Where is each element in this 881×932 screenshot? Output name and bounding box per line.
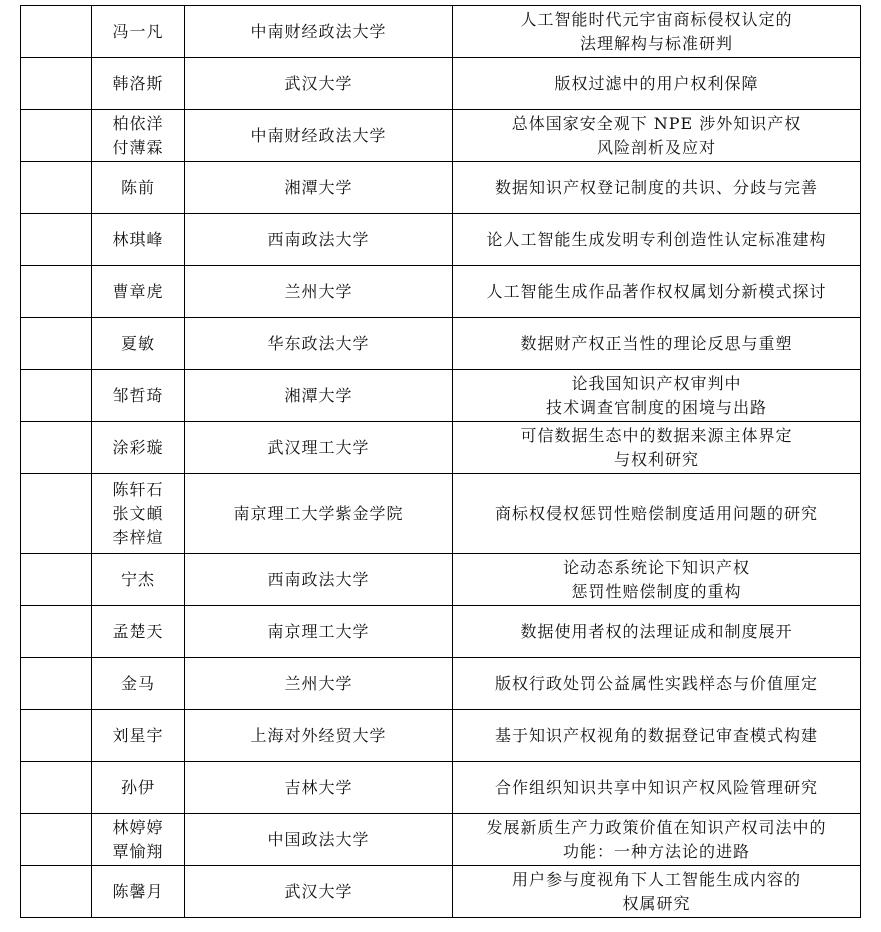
author-name-cell	[92, 814, 185, 866]
school-name: 湘潭大学	[284, 177, 353, 197]
group-cell	[21, 162, 92, 214]
paper-title-line: 技术调查官制度的困境与出路	[545, 397, 767, 417]
school-name: 南京理工大学	[267, 621, 370, 641]
school-cell	[185, 162, 453, 214]
school-cell	[185, 762, 453, 814]
paper-title-cell	[453, 110, 861, 162]
paper-title-line: 版权行政处罚公益属性实践样态与价值厘定	[494, 673, 818, 693]
paper-title-cell	[453, 422, 861, 474]
author-name: 宁杰	[120, 569, 155, 589]
school-name: 西南政法大学	[267, 229, 370, 249]
group-cell	[21, 866, 92, 918]
school-cell	[185, 214, 453, 266]
paper-title-line: 权属研究	[622, 893, 691, 913]
paper-title-cell	[453, 214, 861, 266]
paper-title-cell	[453, 606, 861, 658]
school-cell	[185, 6, 453, 58]
school-name: 中南财经政法大学	[250, 21, 387, 41]
author-name: 覃愉翔	[112, 841, 164, 861]
paper-title-line: 发展新质生产力政策价值在知识产权司法中的	[486, 817, 827, 837]
paper-title-line: 人工智能时代元宇宙商标侵权认定的	[520, 9, 793, 29]
group-cell	[21, 814, 92, 866]
school-cell	[185, 658, 453, 710]
author-name: 夏敏	[120, 333, 155, 353]
table-row	[21, 814, 861, 866]
table-body	[21, 6, 861, 918]
paper-title-cell	[453, 762, 861, 814]
school-cell	[185, 370, 453, 422]
table-row	[21, 6, 861, 58]
paper-title-line: 数据财产权正当性的理论反思与重塑	[520, 333, 793, 353]
school-name: 武汉理工大学	[267, 437, 370, 457]
school-cell	[185, 266, 453, 318]
group-cell	[21, 266, 92, 318]
paper-title-cell	[453, 58, 861, 110]
paper-title-line: 用户参与度视角下人工智能生成内容的	[511, 869, 801, 889]
paper-title-line: 功能：一种方法论的进路	[562, 841, 750, 861]
group-cell	[21, 58, 92, 110]
author-name-cell	[92, 606, 185, 658]
table-row	[21, 370, 861, 422]
group-cell	[21, 762, 92, 814]
school-name: 兰州大学	[284, 673, 353, 693]
paper-title-line: 人工智能生成作品著作权权属划分新模式探讨	[486, 281, 827, 301]
paper-title-line: 论人工智能生成发明专利创造性认定标准建构	[486, 229, 827, 249]
author-name: 李梓煊	[112, 527, 164, 547]
author-name: 林琪峰	[112, 229, 164, 249]
paper-title-line: 可信数据生态中的数据来源主体界定	[520, 425, 793, 445]
author-name-cell	[92, 866, 185, 918]
author-name: 金马	[120, 673, 155, 693]
author-name: 陈前	[120, 177, 155, 197]
paper-title-line: 与权利研究	[613, 449, 699, 469]
school-cell	[185, 606, 453, 658]
paper-title-cell	[453, 266, 861, 318]
table-row	[21, 762, 861, 814]
school-cell	[185, 814, 453, 866]
author-name: 张文頔	[112, 503, 164, 523]
group-cell	[21, 370, 92, 422]
table-row	[21, 266, 861, 318]
paper-title-line: 数据使用者权的法理证成和制度展开	[520, 621, 793, 641]
school-cell	[185, 474, 453, 554]
group-cell	[21, 422, 92, 474]
author-name-cell	[92, 318, 185, 370]
table-row	[21, 554, 861, 606]
group-cell	[21, 554, 92, 606]
author-name-cell	[92, 658, 185, 710]
school-name: 南京理工大学紫金学院	[233, 503, 404, 523]
paper-title-line: 总体国家安全观下 NPE 涉外知识产权	[511, 113, 802, 133]
author-name-cell	[92, 474, 185, 554]
author-name: 陈馨月	[112, 881, 164, 901]
author-name: 孙伊	[120, 777, 155, 797]
table-row	[21, 110, 861, 162]
author-name-cell	[92, 762, 185, 814]
author-name: 林婷婷	[112, 817, 164, 837]
paper-title-line: 法理解构与标准研判	[579, 33, 733, 53]
author-name: 邹哲琦	[112, 385, 164, 405]
paper-title-cell	[453, 6, 861, 58]
table-row	[21, 318, 861, 370]
school-cell	[185, 866, 453, 918]
author-name-cell	[92, 370, 185, 422]
author-name-cell	[92, 58, 185, 110]
author-name-cell	[92, 554, 185, 606]
paper-title-line: 论我国知识产权审判中	[571, 373, 742, 393]
school-cell	[185, 318, 453, 370]
school-cell	[185, 710, 453, 762]
paper-title-cell	[453, 474, 861, 554]
paper-title-line: 数据知识产权登记制度的共识、分歧与完善	[494, 177, 818, 197]
group-cell	[21, 710, 92, 762]
school-cell	[185, 422, 453, 474]
author-name: 陈轩石	[112, 479, 164, 499]
school-name: 上海对外经贸大学	[250, 725, 387, 745]
paper-title-cell	[453, 814, 861, 866]
author-name-cell	[92, 266, 185, 318]
group-cell	[21, 110, 92, 162]
award-table	[20, 5, 861, 918]
author-name-cell	[92, 110, 185, 162]
author-name-cell	[92, 710, 185, 762]
paper-title-cell	[453, 658, 861, 710]
group-cell	[21, 606, 92, 658]
school-name: 中国政法大学	[267, 829, 370, 849]
school-name: 武汉大学	[284, 881, 353, 901]
author-name: 韩洛斯	[112, 73, 164, 93]
author-name: 柏依洋	[112, 113, 164, 133]
author-name-cell	[92, 6, 185, 58]
school-name: 华东政法大学	[267, 333, 370, 353]
school-cell	[185, 110, 453, 162]
author-name: 冯一凡	[112, 21, 164, 41]
paper-title-cell	[453, 162, 861, 214]
paper-title-cell	[453, 554, 861, 606]
author-name-cell	[92, 214, 185, 266]
school-name: 湘潭大学	[284, 385, 353, 405]
table-row	[21, 214, 861, 266]
table-row	[21, 710, 861, 762]
paper-title-line: 商标权侵权惩罚性赔偿制度适用问题的研究	[494, 503, 818, 523]
group-cell	[21, 658, 92, 710]
paper-title-line: 基于知识产权视角的数据登记审查模式构建	[494, 725, 818, 745]
table-row	[21, 474, 861, 554]
table-row	[21, 58, 861, 110]
table-row	[21, 866, 861, 918]
author-name-cell	[92, 162, 185, 214]
paper-title-cell	[453, 318, 861, 370]
table-row	[21, 162, 861, 214]
school-cell	[185, 554, 453, 606]
author-name: 付薄霖	[112, 137, 164, 157]
paper-title-line: 风险剖析及应对	[596, 137, 716, 157]
paper-title-cell	[453, 710, 861, 762]
table-row	[21, 658, 861, 710]
author-name-cell	[92, 422, 185, 474]
group-cell	[21, 474, 92, 554]
paper-title-line: 惩罚性赔偿制度的重构	[571, 581, 742, 601]
paper-title-line: 合作组织知识共享中知识产权风险管理研究	[494, 777, 818, 797]
school-name: 中南财经政法大学	[250, 125, 387, 145]
paper-title-line: 版权过滤中的用户权利保障	[554, 73, 759, 93]
paper-title-line: 论动态系统论下知识产权	[562, 557, 750, 577]
table-row	[21, 606, 861, 658]
paper-title-cell	[453, 370, 861, 422]
school-name: 兰州大学	[284, 281, 353, 301]
author-name: 涂彩璇	[112, 437, 164, 457]
author-name: 曹章虎	[112, 281, 164, 301]
school-cell	[185, 58, 453, 110]
group-cell	[21, 318, 92, 370]
paper-title-cell	[453, 866, 861, 918]
school-name: 武汉大学	[284, 73, 353, 93]
author-name: 孟楚天	[112, 621, 164, 641]
school-name: 吉林大学	[284, 777, 353, 797]
group-cell	[21, 6, 92, 58]
group-cell	[21, 214, 92, 266]
school-name: 西南政法大学	[267, 569, 370, 589]
table-row	[21, 422, 861, 474]
author-name: 刘星宇	[112, 725, 164, 745]
